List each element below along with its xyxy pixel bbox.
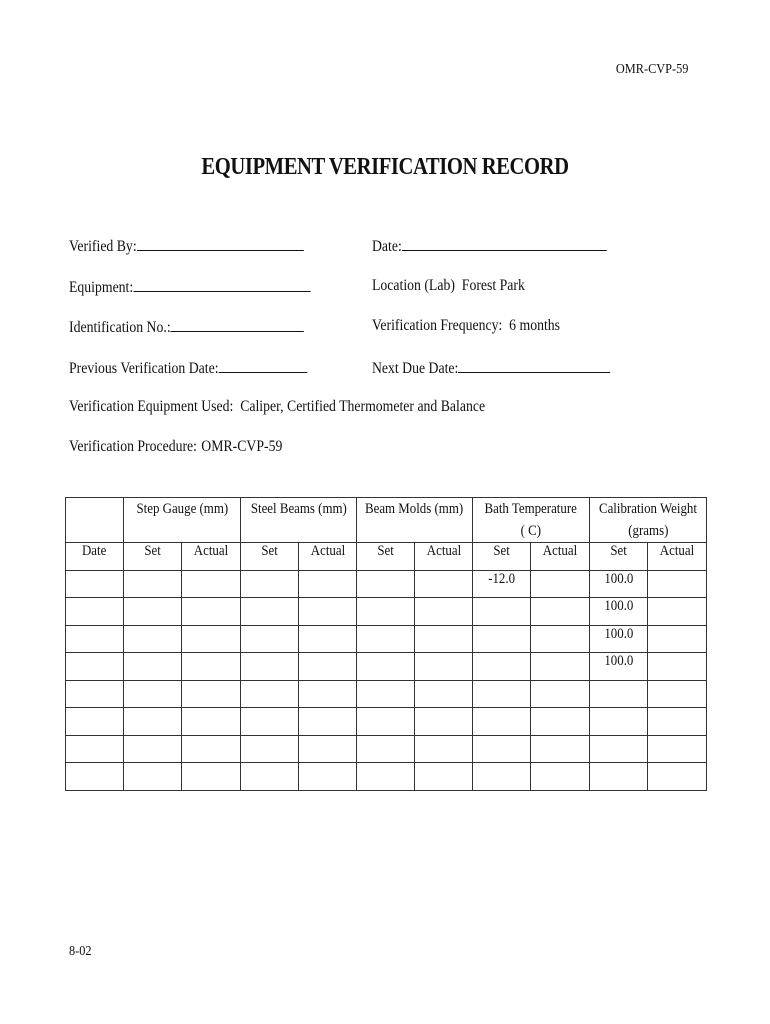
date-cell[interactable] <box>66 598 124 626</box>
date-label: Date: <box>372 238 402 255</box>
table-cell[interactable] <box>531 625 590 653</box>
table-cell[interactable] <box>648 708 707 736</box>
form-code: OMR-CVP-59 <box>615 62 688 77</box>
date-field <box>372 236 606 256</box>
table-cell[interactable] <box>415 625 473 653</box>
table-cell[interactable] <box>182 570 241 598</box>
table-cell[interactable] <box>182 653 241 681</box>
table-cell[interactable] <box>415 570 473 598</box>
group-header-steel-beams: Steel Beams (mm) <box>241 498 357 543</box>
table-cell[interactable] <box>357 598 415 626</box>
table-cell[interactable] <box>415 763 473 791</box>
table-body <box>66 570 707 790</box>
table-cell[interactable] <box>648 625 707 653</box>
table-cell[interactable]: 100.0 <box>590 625 648 653</box>
table-cell[interactable] <box>299 763 357 791</box>
location-label: Location (Lab) <box>372 277 455 294</box>
table-cell[interactable] <box>299 625 357 653</box>
identification-input[interactable] <box>171 317 304 332</box>
table-cell[interactable] <box>473 653 531 681</box>
table-row <box>66 570 707 598</box>
table-cell[interactable] <box>124 708 182 736</box>
previous-verification-label: Previous Verification Date: <box>69 360 219 377</box>
table-cell[interactable] <box>241 708 299 736</box>
table-cell[interactable] <box>241 653 299 681</box>
table-cell[interactable] <box>241 570 299 598</box>
table-cell[interactable] <box>590 735 648 763</box>
previous-verification-input[interactable] <box>219 358 308 373</box>
blank-header-cell <box>66 498 124 543</box>
group-header-step-gauge: Step Gauge (mm) <box>124 498 241 543</box>
table-cell[interactable]: 100.0 <box>590 653 648 681</box>
table-cell[interactable] <box>531 708 590 736</box>
table-cell[interactable] <box>531 763 590 791</box>
table-cell[interactable] <box>473 763 531 791</box>
previous-verification-field <box>69 358 307 378</box>
table-cell[interactable] <box>473 625 531 653</box>
table-cell[interactable] <box>299 570 357 598</box>
table-cell[interactable] <box>415 653 473 681</box>
table-cell[interactable] <box>648 680 707 708</box>
table-cell[interactable] <box>357 763 415 791</box>
group-header-beam-molds: Beam Molds (mm) <box>357 498 473 543</box>
table-cell[interactable] <box>241 598 299 626</box>
revision-footer: 8-02 <box>69 944 92 959</box>
verification-procedure-line <box>69 438 282 456</box>
verification-equipment-value: Caliper, Certified Thermometer and Balance <box>240 398 486 415</box>
table-cell[interactable] <box>531 680 590 708</box>
table-cell[interactable] <box>241 735 299 763</box>
table-cell[interactable] <box>357 570 415 598</box>
date-input[interactable] <box>402 236 607 251</box>
date-cell[interactable] <box>66 625 124 653</box>
verified-by-label: Verified By: <box>69 238 137 255</box>
table-row <box>66 680 707 708</box>
table-cell[interactable] <box>182 680 241 708</box>
table-cell[interactable] <box>182 735 241 763</box>
actual-column-header: Actual <box>648 543 707 571</box>
table-row <box>66 598 707 626</box>
date-cell[interactable] <box>66 708 124 736</box>
date-column-header: Date <box>66 543 124 571</box>
table-cell[interactable] <box>241 763 299 791</box>
group-header-row <box>66 498 707 543</box>
verified-by-input[interactable] <box>137 236 304 251</box>
frequency-label: Verification Frequency: <box>372 317 503 334</box>
table-cell[interactable] <box>415 735 473 763</box>
table-cell[interactable] <box>182 708 241 736</box>
table-row <box>66 763 707 791</box>
frequency-field <box>372 317 560 335</box>
actual-column-header: Actual <box>182 543 241 571</box>
table-cell[interactable] <box>415 708 473 736</box>
set-column-header: Set <box>124 543 182 571</box>
table-cell[interactable] <box>473 598 531 626</box>
table-cell[interactable] <box>182 625 241 653</box>
table-cell[interactable]: 100.0 <box>590 598 648 626</box>
date-cell[interactable] <box>66 680 124 708</box>
verification-procedure-label: Verification Procedure: <box>69 438 197 455</box>
table-cell[interactable] <box>241 680 299 708</box>
table-row <box>66 625 707 653</box>
set-column-header: Set <box>357 543 415 571</box>
table-cell[interactable] <box>182 763 241 791</box>
table-cell[interactable] <box>124 653 182 681</box>
table-cell[interactable] <box>648 653 707 681</box>
table-cell[interactable] <box>415 680 473 708</box>
table-row <box>66 735 707 763</box>
table-cell[interactable] <box>473 680 531 708</box>
table-cell[interactable]: 100.0 <box>590 570 648 598</box>
date-cell[interactable] <box>66 763 124 791</box>
table-cell[interactable] <box>531 570 590 598</box>
table-cell[interactable] <box>357 653 415 681</box>
table-cell[interactable]: -12.0 <box>473 570 531 598</box>
table-cell[interactable] <box>590 763 648 791</box>
table-cell[interactable] <box>241 625 299 653</box>
table-cell[interactable] <box>299 598 357 626</box>
set-column-header: Set <box>590 543 648 571</box>
verification-procedure-value: OMR-CVP-59 <box>201 438 283 455</box>
table-cell[interactable] <box>124 680 182 708</box>
table-cell[interactable] <box>357 735 415 763</box>
identification-field <box>69 317 304 337</box>
set-column-header: Set <box>241 543 299 571</box>
table-cell[interactable] <box>590 680 648 708</box>
date-cell[interactable] <box>66 735 124 763</box>
set-column-header: Set <box>473 543 531 571</box>
actual-column-header: Actual <box>299 543 357 571</box>
table-cell[interactable] <box>124 598 182 626</box>
table-cell[interactable] <box>531 735 590 763</box>
next-due-date-label: Next Due Date: <box>372 360 459 377</box>
table-cell[interactable] <box>299 653 357 681</box>
date-cell[interactable] <box>66 653 124 681</box>
table-cell[interactable] <box>124 735 182 763</box>
verification-table <box>65 497 707 791</box>
verification-equipment-line <box>69 398 485 416</box>
location-field <box>372 277 525 295</box>
table-cell[interactable] <box>299 708 357 736</box>
actual-column-header: Actual <box>531 543 590 571</box>
location-value: Forest Park <box>461 277 525 294</box>
date-cell[interactable] <box>66 570 124 598</box>
table-cell[interactable] <box>648 570 707 598</box>
table-cell[interactable] <box>182 598 241 626</box>
group-header-calibration-weight: Calibration Weight (grams) <box>590 498 707 543</box>
table-cell[interactable] <box>357 625 415 653</box>
actual-column-header: Actual <box>415 543 473 571</box>
table-cell[interactable] <box>124 763 182 791</box>
equipment-field <box>69 277 310 297</box>
table-cell[interactable] <box>648 735 707 763</box>
verified-by-field <box>69 236 303 256</box>
table-cell[interactable] <box>299 735 357 763</box>
table-cell[interactable] <box>357 680 415 708</box>
next-due-date-input[interactable] <box>458 358 610 373</box>
identification-label: Identification No.: <box>69 319 171 336</box>
table-cell[interactable] <box>415 598 473 626</box>
table-cell[interactable] <box>531 598 590 626</box>
table-cell[interactable] <box>590 708 648 736</box>
table-cell[interactable] <box>473 735 531 763</box>
table-cell[interactable] <box>648 763 707 791</box>
table-cell[interactable] <box>124 625 182 653</box>
group-header-bath-temperature: Bath Temperature ( C) <box>473 498 590 543</box>
page-title: EQUIPMENT VERIFICATION RECORD <box>201 154 569 180</box>
table-cell[interactable] <box>648 598 707 626</box>
table-cell[interactable] <box>357 708 415 736</box>
equipment-input[interactable] <box>133 277 310 292</box>
next-due-date-field <box>372 358 611 378</box>
frequency-value: 6 months <box>509 317 561 334</box>
verification-equipment-label: Verification Equipment Used: <box>69 398 234 415</box>
table-row <box>66 653 707 681</box>
table-cell[interactable] <box>299 680 357 708</box>
table-cell[interactable] <box>531 653 590 681</box>
table-row <box>66 708 707 736</box>
table-cell[interactable] <box>124 570 182 598</box>
column-header-row <box>66 543 707 571</box>
table-cell[interactable] <box>473 708 531 736</box>
equipment-label: Equipment: <box>69 279 134 296</box>
